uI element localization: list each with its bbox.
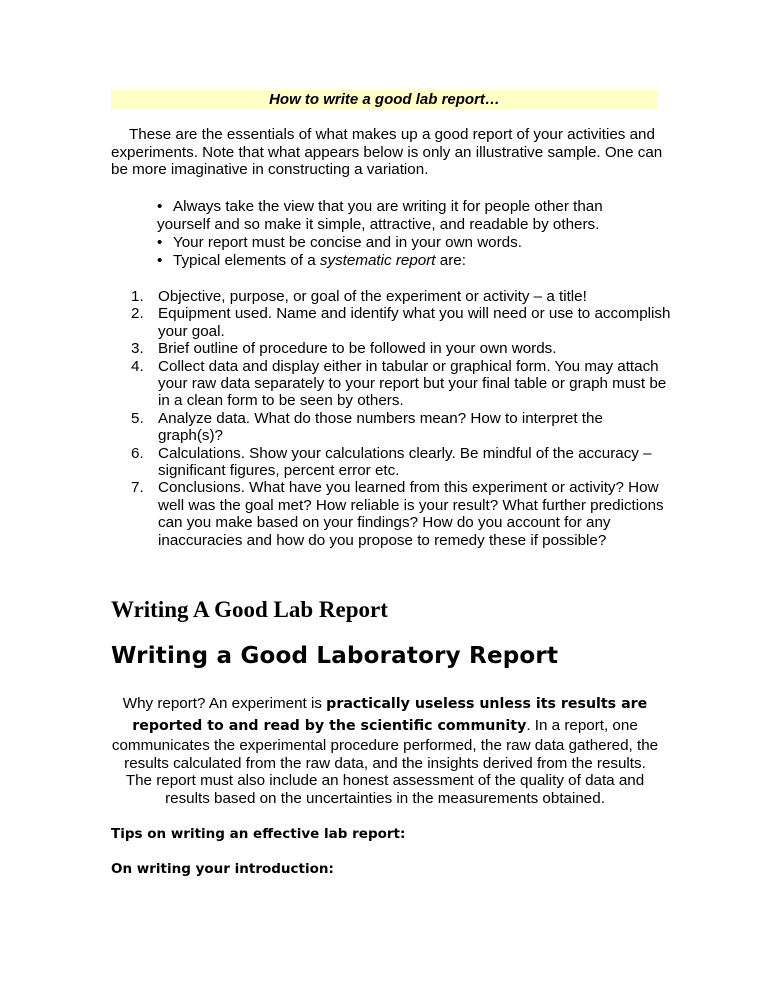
list-number: 4. bbox=[131, 357, 144, 375]
why-bold-text: practically useless unless its results are reported to and read by the scientific community bbox=[132, 696, 648, 734]
list-text: Analyze data. What do those numbers mean? How to interpret the graph(s)? bbox=[158, 409, 603, 445]
bullet-icon: • bbox=[157, 234, 163, 251]
list-item bbox=[131, 410, 671, 445]
why-report-paragraph bbox=[111, 693, 659, 807]
list-item bbox=[131, 305, 671, 340]
list-item bbox=[131, 288, 671, 305]
tips-heading: Tips on writing an effective lab report: bbox=[111, 826, 406, 842]
list-item bbox=[131, 340, 671, 357]
title-banner: How to write a good lab report… bbox=[111, 90, 658, 110]
list-text: Objective, purpose, or goal of the experiment or activity – a title! bbox=[158, 288, 587, 305]
list-text: Brief outline of procedure to be followed in your own words. bbox=[158, 340, 557, 358]
introduction-heading: On writing your introduction: bbox=[111, 861, 334, 877]
intro-text: These are the essentials of what makes up a good report of your activities and experiments. Note that what appears below is only an illustrative sample. One can be more imaginative in constructing a variation. bbox=[111, 126, 663, 178]
list-text: Equipment used. Name and identify what you will need or use to accomplish your goal. bbox=[158, 305, 671, 340]
bullet-icon: • bbox=[157, 198, 163, 215]
list-number: 7. bbox=[131, 479, 144, 497]
list-text: Calculations. Show your calculations clearly. Be mindful of the accuracy – significant figures, percent error etc. bbox=[158, 444, 652, 480]
bullet-text: Always take the view that you are writing it for people other than yourself and so make it simple, attractive, and readable by others. bbox=[157, 198, 603, 233]
bullet-text: Your report must be concise and in your own words. bbox=[173, 234, 522, 251]
list-item bbox=[131, 358, 671, 410]
list-item bbox=[131, 479, 671, 549]
list-number: 6. bbox=[131, 444, 144, 462]
why-lead-text: Why report? An experiment is bbox=[122, 695, 327, 712]
intro-paragraph bbox=[111, 126, 671, 179]
report-elements-list bbox=[131, 288, 671, 549]
heading-main: Writing a Good Laboratory Report bbox=[111, 643, 559, 669]
list-number: 5. bbox=[131, 409, 144, 427]
bullet-icon: • bbox=[157, 252, 163, 269]
bullet-item bbox=[157, 198, 637, 234]
heading-serif: Writing A Good Lab Report bbox=[111, 597, 388, 622]
list-text: Collect data and display either in tabular or graphical form. You may attach your raw data separately to your report but your final table or graph must be in a clean form to be seen by others. bbox=[158, 357, 667, 410]
why-rest-text: . In a report, one communicates the experimental procedure performed, the raw data gathered, the results calculated from the raw data, and the insights derived from the results. The report must also include an honest assessment of the quality of data and results based on the uncertainties in the measurements obtained. bbox=[111, 717, 659, 807]
bullet-text: Typical elements of a bbox=[173, 252, 320, 269]
bullet-item bbox=[157, 252, 637, 270]
bullet-text: are: bbox=[435, 252, 466, 269]
list-text: Conclusions. What have you learned from this experiment or activity? How well was the goal met? How reliable is your result? What further predictions can you make based on your findings? How do you account for any inaccuracies and how do you propose to remedy these if possible? bbox=[158, 479, 664, 549]
bullet-list bbox=[157, 198, 637, 270]
list-number: 3. bbox=[131, 340, 144, 358]
list-number: 2. bbox=[131, 305, 144, 323]
list-item bbox=[131, 445, 671, 480]
bullet-item bbox=[157, 234, 637, 252]
bullet-emphasis: systematic report bbox=[319, 252, 436, 269]
list-number: 1. bbox=[131, 288, 144, 305]
